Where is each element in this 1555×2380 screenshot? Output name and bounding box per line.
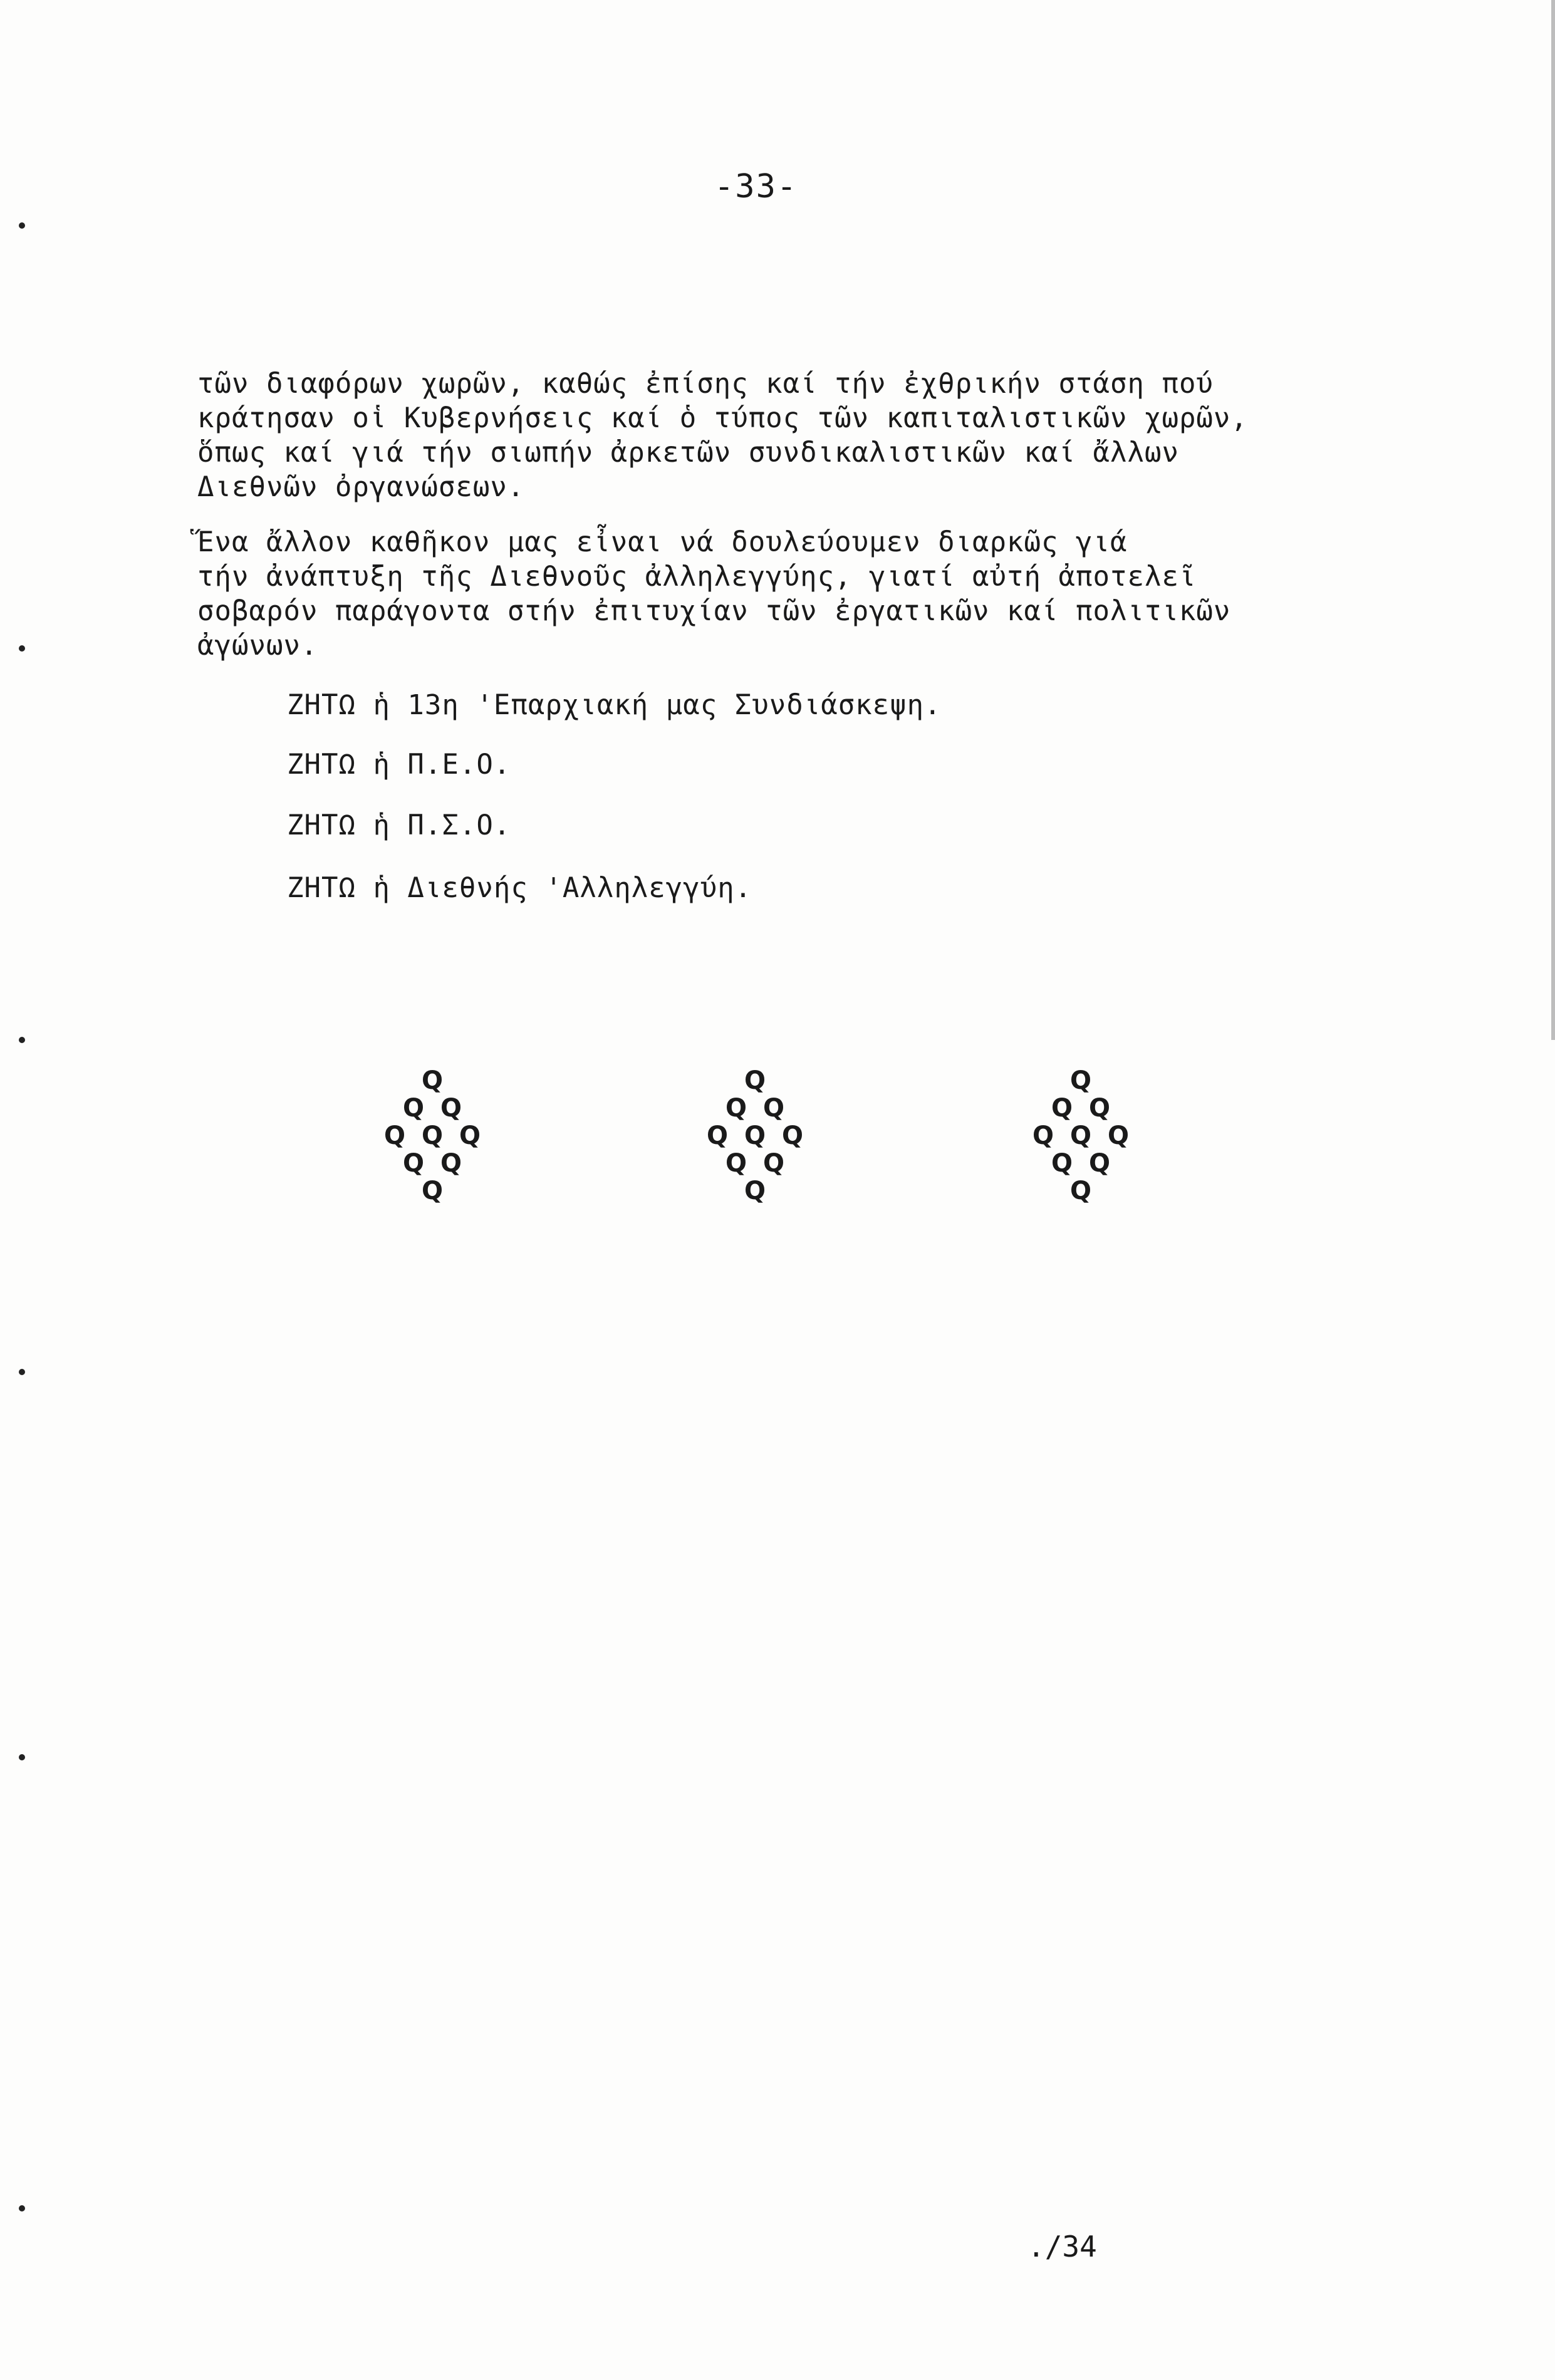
ornament-q-glyph: Q: [1051, 1094, 1073, 1123]
slogan-4: ΖΗΤΩ ἡ Διεθνής 'Αλληλεγγύη.: [287, 872, 752, 904]
paragraph-2: Ἕνα ἄλλον καθῆκον μας εἶναι νά δουλεύουμεν διαρκῶς γιά τήν ἀνάπτυξη τῆς Διεθνοῦς ἀλληλεγγύης, γιατί αὐτή ἀποτελεῖ σοβαρόν παράγοντα στήν ἐπιτυχίαν τῶν ἐργατικῶν καί πολιτικῶν ἀγώνων.: [197, 526, 1231, 662]
margin-mark: [19, 1037, 25, 1043]
ornament-q-glyph: Q: [744, 1121, 766, 1150]
ornament-q-glyph: Q: [440, 1149, 462, 1178]
ornament-q-glyph: Q: [1069, 1177, 1092, 1205]
margin-mark: [19, 1754, 25, 1760]
paragraph-1: τῶν διαφόρων χωρῶν, καθώς ἐπίσης καί τήν ἐχθρικήν στάση πού κράτησαν οἱ Κυβερνήσεις καί ὁ τύπος τῶν καπιταλιστικῶν χωρῶν, ὅπως καί γιά τήν σιωπήν ἀρκετῶν συνδικαλιστικῶν καί ἄλλων Διεθνῶν ὀργανώσεων.: [197, 368, 1248, 503]
ornament-q-glyph: Q: [1088, 1094, 1111, 1123]
ornament-q-glyph: Q: [421, 1121, 444, 1150]
next-page-marker: ./34: [1027, 2230, 1097, 2263]
ornament-q-glyph: Q: [725, 1149, 747, 1178]
ornament-q-glyph: Q: [706, 1121, 729, 1150]
ornament-q-glyph: Q: [744, 1066, 766, 1095]
ornament-q-glyph: Q: [1051, 1149, 1073, 1178]
page-number: -33-: [714, 168, 798, 205]
margin-mark: [19, 645, 25, 652]
slogan-1: ΖΗΤΩ ἡ 13η 'Επαρχιακή μας Συνδιάσκεψη.: [287, 689, 942, 721]
margin-mark: [19, 222, 25, 229]
ornament-q-glyph: Q: [402, 1149, 425, 1178]
scan-edge-shadow: [1551, 0, 1555, 1040]
ornament-q-glyph: Q: [1032, 1121, 1054, 1150]
ornament-q-glyph: Q: [762, 1094, 785, 1123]
slogan-2: ΖΗΤΩ ἡ Π.Ε.Ο.: [287, 749, 511, 781]
ornament-q-glyph: Q: [744, 1177, 766, 1205]
ornament-q-glyph: Q: [402, 1094, 425, 1123]
ornament-q-glyph: Q: [762, 1149, 785, 1178]
slogan-3: ΖΗΤΩ ἡ Π.Σ.Ο.: [287, 809, 511, 841]
ornament-q-glyph: Q: [1107, 1121, 1130, 1150]
ornament-q-glyph: Q: [725, 1094, 747, 1123]
ornament-diamond-1: [370, 1068, 495, 1231]
margin-mark: [19, 2205, 25, 2211]
ornament-q-glyph: Q: [383, 1121, 406, 1150]
margin-mark: [19, 1369, 25, 1375]
ornament-diamond-3: [1018, 1068, 1143, 1231]
ornament-q-glyph: Q: [440, 1094, 462, 1123]
ornament-q-glyph: Q: [421, 1177, 444, 1205]
ornament-q-glyph: Q: [421, 1066, 444, 1095]
ornament-q-glyph: Q: [1069, 1121, 1092, 1150]
ornament-diamond-2: [692, 1068, 818, 1231]
ornament-q-glyph: Q: [1088, 1149, 1111, 1178]
ornament-q-glyph: Q: [459, 1121, 481, 1150]
ornament-q-glyph: Q: [781, 1121, 804, 1150]
ornament-q-glyph: Q: [1069, 1066, 1092, 1095]
